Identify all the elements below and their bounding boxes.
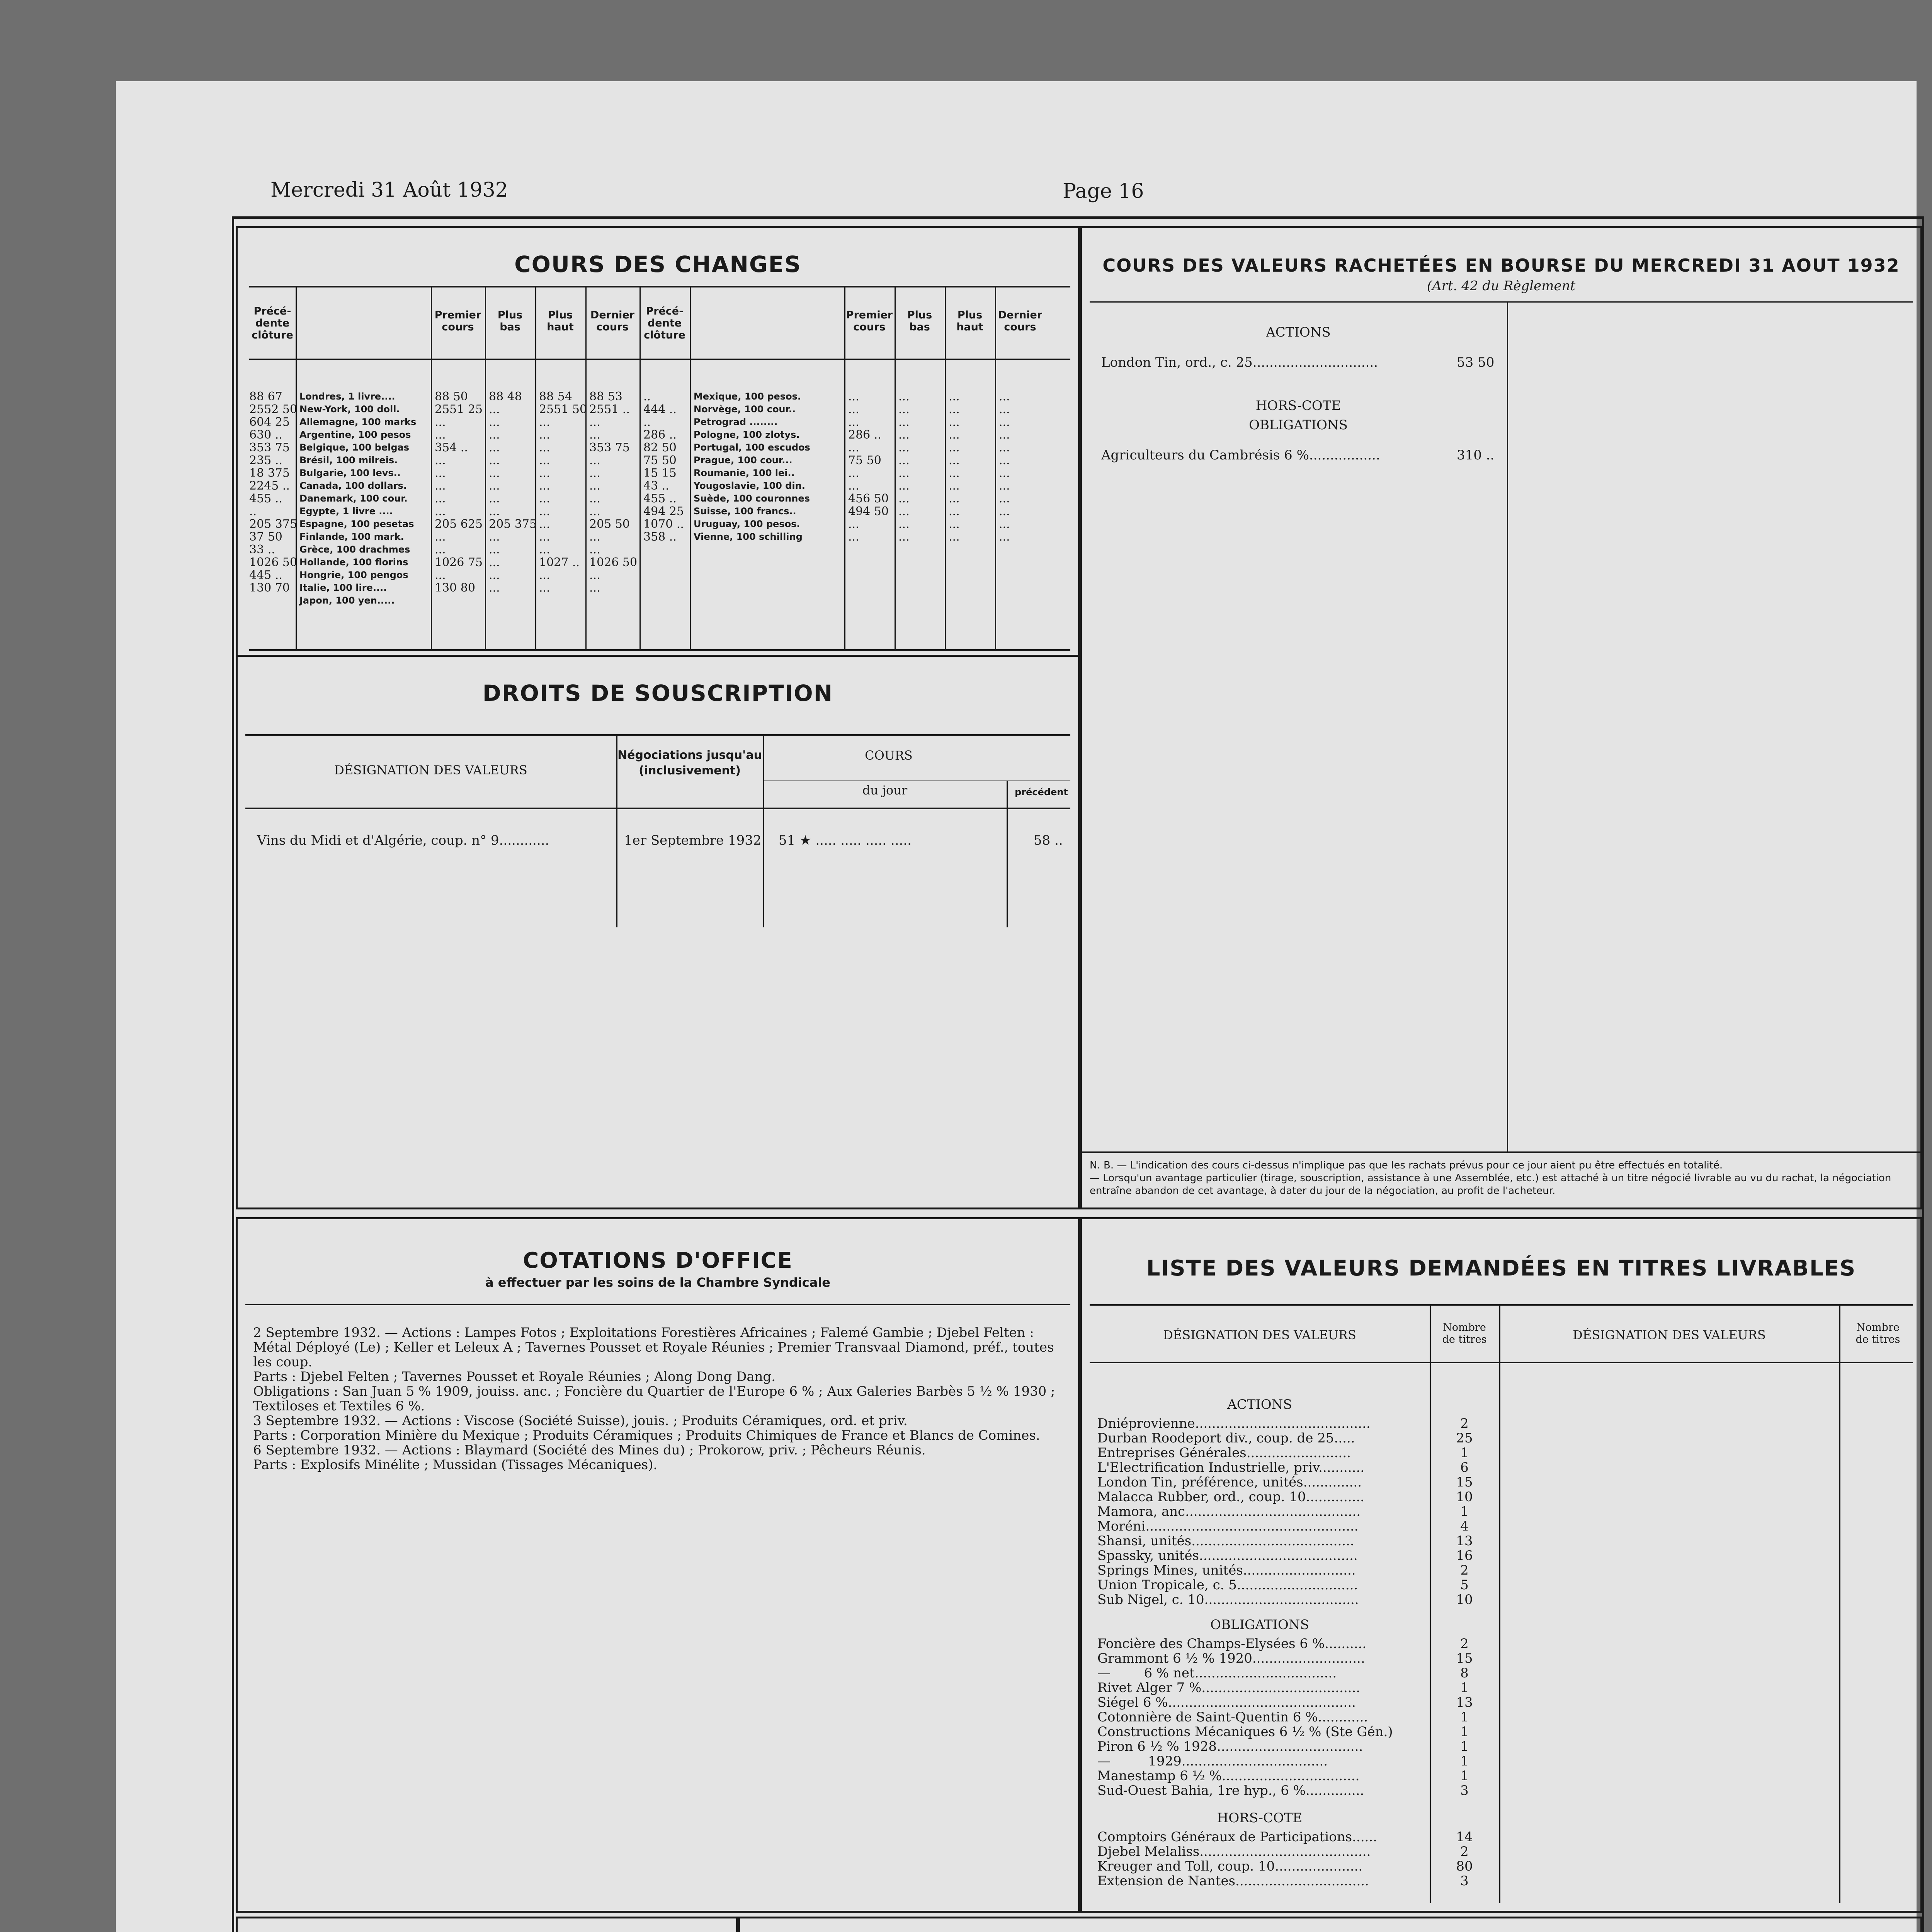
rachetees-horscote-label: HORS-COTE <box>1255 398 1341 413</box>
page-date: Mercredi 31 Août 1932 <box>270 179 508 202</box>
livrables-col-nombre: Nombre de titres <box>1442 1321 1487 1345</box>
right-haut-values: ... ... ... ... ... ... ... ... ... ... ... ... <box>949 390 960 544</box>
right-dernier-values: ... ... ... ... ... ... ... ... ... ... ... ... <box>999 390 1010 544</box>
changes-section <box>236 226 1080 657</box>
right-currency-names: Mexique, 100 pesos. Norvège, 100 cour.. Petrograd ........ Pologne, 100 zlotys. Portugal, 100 escudos Prague, 100 cour... Roumanie, 100 lei.. Yougoslavie, 100 din. Suède, 100 couronnes Suisse, 100 francs.. Uruguay, 100 pesos. Vienne, 100 schilling <box>694 391 810 542</box>
right-bas-values: ... ... ... ... ... ... ... ... ... ... ... ... <box>898 390 910 544</box>
rachetees-line2: Agriculteurs du Cambrésis 6 %................. <box>1101 447 1380 463</box>
col-prec-left: Précé- dente clôture <box>252 305 293 341</box>
livrables-actions-names: Dniéprovienne.......................................... Durban Roodeport div., coup. de 25..... Entreprises Générales......................... L'Electrification Industrielle, priv........... London Tin, préférence, unités.............. Malacca Rubber, ord., coup. 10.............. Mamora, anc.......................................... Moréni................................................... Shansi, unités....................................... Spassky, unités...................................... Springs Mines, unités........................... Union Tropicale, c. 5............................. Sub Nigel, c. 10..................................... <box>1097 1416 1371 1607</box>
col-haut-left: Plus haut <box>547 309 574 333</box>
souscription-section <box>236 657 1080 1209</box>
rachetees-note: N. B. — L'indication des cours ci-dessus n'implique pas que les rachats prévus pour ce jour aient pu être effectués en totalité. — Lorsqu'un avantage particulier (tirage, souscription, assistance à une Assemblée, etc.) est attaché à un titre négocié livrable au vu du rachat, la négociation entraîne abandon de cet avantage, à dater du jour de la négociation, au profit de l'acheteur. <box>1090 1160 1891 1197</box>
changes-title: COURS DES CHANGES <box>514 251 801 277</box>
livrables-section <box>1080 1217 1922 1913</box>
souscription-row-name: Vins du Midi et d'Algérie, coup. n° 9............ <box>257 833 549 848</box>
col-cours: COURS <box>865 748 913 763</box>
livrables-hc-names: Comptoirs Généraux de Participations...... Djebel Melaliss......................................... Kreuger and Toll, coup. 10..................... Extension de Nantes................................ <box>1097 1829 1377 1889</box>
col-bas-right: Plus bas <box>907 309 932 333</box>
livrables-col-designation-2: DÉSIGNATION DES VALEURS <box>1573 1328 1766 1342</box>
livrables-actions-label: ACTIONS <box>1227 1397 1292 1412</box>
rachetees-actions-label: ACTIONS <box>1266 325 1331 340</box>
col-du-jour: du jour <box>862 783 908 798</box>
rachetees-title: COURS DES VALEURS RACHETÉES EN BOURSE DU MERCREDI 31 AOUT 1932 <box>1102 255 1900 276</box>
right-prec-values: .. 444 .. .. 286 .. 82 50 75 50 15 15 43 .. 455 .. 494 25 1070 .. 358 .. <box>643 390 684 544</box>
livrables-oblig-names: Foncière des Champs-Elysées 6 %.......... Grammont 6 ½ % 1920........................... — 6 % net.................................. Rivet Alger 7 %...................................... Siégel 6 %............................................. Cotonnière de Saint-Quentin 6 %............ Constructions Mécaniques 6 ½ % (Ste Gén.) Piron 6 ½ % 1928................................... — 1929................................... Manestamp 6 ½ %................................. Sud-Ouest Bahia, 1re hyp., 6 %.............. <box>1097 1636 1393 1798</box>
office-section <box>236 1217 1080 1913</box>
rachetees-line1-value: 53 50 <box>1457 355 1495 370</box>
col-negociations: Négociations jusqu'au (inclusivement) <box>617 748 762 777</box>
rachetees-line2-value: 310 .. <box>1457 447 1495 463</box>
souscription-row-prec: 58 .. <box>1034 833 1063 848</box>
office-title: COTATIONS D'OFFICE <box>523 1248 793 1273</box>
col-dernier-right: Dernier cours <box>998 309 1043 333</box>
col-haut-right: Plus haut <box>956 309 983 333</box>
livrables-hc-values: 14 2 80 3 <box>1456 1829 1473 1889</box>
col-prec-right: Précé- dente clôture <box>644 305 685 341</box>
left-bas-values: 88 48 ... ... ... ... ... ... ... ... ... 205 375 ... ... ... ... ... <box>489 390 537 595</box>
col-premier-left: Premier cours <box>434 309 481 333</box>
left-haut-values: 88 54 2551 50 ... ... ... ... ... ... ... ... ... ... ... 1027 .. ... ... <box>539 390 587 595</box>
right-premier-values: ... ... ... 286 .. ... 75 50 ... ... 456 50 494 50 ... ... <box>848 390 889 544</box>
col-bas-left: Plus bas <box>497 309 523 333</box>
col-precedent: précédent <box>1015 787 1068 798</box>
page-number: Page 16 <box>1063 180 1144 203</box>
souscription-title: DROITS DE SOUSCRIPTION <box>482 680 833 706</box>
livrables-oblig-values: 2 15 8 1 13 1 1 1 1 1 3 <box>1456 1636 1473 1798</box>
rachetees-section <box>1080 226 1922 1209</box>
col-dernier-left: Dernier cours <box>590 309 635 333</box>
col-premier-right: Premier cours <box>846 309 893 333</box>
souscription-row-date: 1er Septembre 1932 <box>624 833 762 848</box>
left-prec-values: 88 67 2552 50 604 25 630 .. 353 75 235 .. 18 375 2245 .. 455 .. .. 205 375 37 50 33 .. 1026 50 445 .. 130 70 <box>249 390 298 595</box>
livrables-col-designation: DÉSIGNATION DES VALEURS <box>1163 1328 1356 1342</box>
livrables-title: LISTE DES VALEURS DEMANDÉES EN TITRES LIVRABLES <box>1146 1256 1856 1281</box>
livrables-horscote-label: HORS-COTE <box>1217 1810 1303 1826</box>
livrables-actions-values: 2 25 1 6 15 10 1 4 13 16 2 5 10 <box>1456 1416 1473 1607</box>
livrables-col-nombre-2: Nombre de titres <box>1855 1321 1900 1345</box>
left-dernier-values: 88 53 2551 .. ... ... 353 75 ... ... ... ... ... 205 50 ... ... 1026 50 ... ... <box>589 390 638 595</box>
office-subtitle: à effectuer par les soins de la Chambre Syndicale <box>485 1275 830 1290</box>
rachetees-line1: London Tin, ord., c. 25.............................. <box>1101 355 1378 370</box>
left-currency-names: Londres, 1 livre.... New-York, 100 doll. Allemagne, 100 marks Argentine, 100 pesos Belgique, 100 belgas Brésil, 100 milreis. Bulgarie, 100 levs.. Canada, 100 dollars. Danemark, 100 cour. Egypte, 1 livre .... Espagne, 100 pesetas Finlande, 100 mark. Grèce, 100 drachmes Hollande, 100 florins Hongrie, 100 pengos Italie, 100 lire.... Japon, 100 yen..... <box>299 391 417 606</box>
livrables-oblig-label: OBLIGATIONS <box>1210 1617 1309 1633</box>
offertes-section <box>738 1917 1922 1932</box>
col-designation: DÉSIGNATION DES VALEURS <box>334 763 527 777</box>
rachetees-subtitle: (Art. 42 du Règlement <box>1427 278 1576 294</box>
rappels-section <box>236 1917 738 1932</box>
office-text: 2 Septembre 1932. — Actions : Lampes Fotos ; Exploitations Forestières Africaines ; Falemé Gambie ; Djebel Felten : Métal Déployé (Le) ; Keller et Leleux A ; Tavernes Pousset et Royale Réunies ; Premier Transvaal Diamond, préf., toutes les coup. Parts : Djebel Felten ; Tavernes Pousset et Royale Réunies ; Along Dong Dang. Obligations : San Juan 5 % 1909, jouiss. anc. ; Foncière du Quartier de l'Europe 6 % ; Aux Galeries Barbès 5 ½ % 1930 ; Textiloses et Textiles 6 %. 3 Septembre 1932. — Actions : Viscose (Société Suisse), jouis. ; Produits Céramiques, ord. et priv. Parts : Corporation Minière du Mexique ; Produits Céramiques ; Produits Chimiques de France et Blancs de Comines. 6 Septembre 1932. — Actions : Blaymard (Société des Mines du) ; Prokorow, priv. ; Pêcheurs Réunis. Parts : Explosifs Minélite ; Mussidan (Tissages Mécaniques). <box>253 1325 1055 1473</box>
souscription-row-cours: 51 ★ ..... ..... ..... ..... <box>779 833 912 848</box>
rachetees-obligations-label: OBLIGATIONS <box>1249 417 1348 433</box>
left-premier-values: 88 50 2551 25 ... ... 354 .. ... ... ... ... ... 205 625 ... ... 1026 75 ... 130 80 <box>435 390 483 595</box>
